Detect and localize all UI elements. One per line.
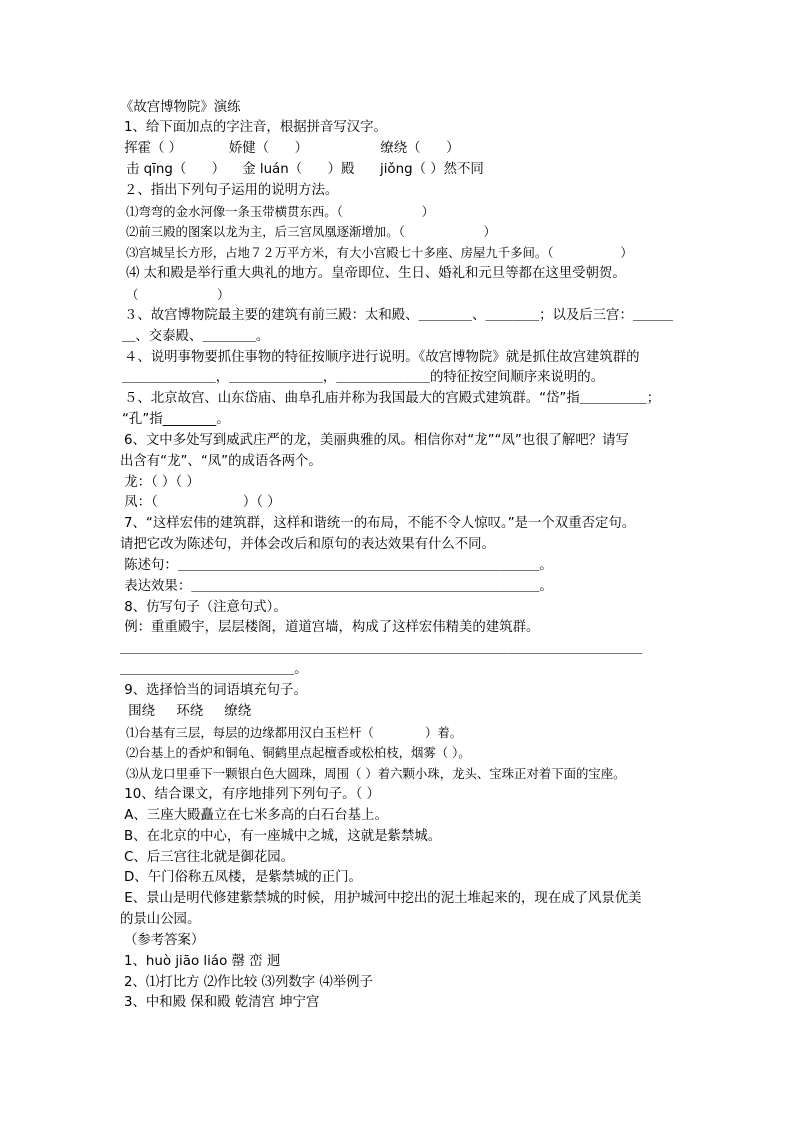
text-line: B、在北京的中心，有一座城中之城，这就是紫禁城。: [124, 829, 442, 844]
text-line: “孔”指________。: [122, 412, 230, 427]
text-line: ⑴台基有三层，每层的边缘都用汉白玉栏杆（ ）着。: [126, 725, 463, 740]
text-line: ⑷ 太和殿是举行重大典礼的地方。皇帝即位、生日、婚礼和元旦等都在这里受朝贺。: [126, 266, 626, 281]
text-line: 例：重重殿宇，层层楼阁，道道宫墙，构成了这样宏伟精美的建筑群。: [120, 620, 540, 635]
text-line: ⑶从龙口里垂下一颗银白色大圆珠，周围（ ）着六颗小珠，龙头、宝珠正对着下面的宝座。: [126, 766, 626, 781]
text-line: （ ）: [126, 287, 230, 302]
text-line: ５、北京故宫、山东岱庙、曲阜孔庙并称为我国最大的宫殿式建筑群。“岱”指＿＿＿＿＿；: [124, 391, 661, 406]
text-line: 出含有“龙”、“凤”的成语各两个。: [120, 454, 322, 469]
text-line: ＿、交泰殿、＿＿＿＿。: [122, 329, 270, 344]
text-line: A、三座大殿矗立在七米多高的白石台基上。: [120, 808, 388, 823]
text-line: 8、仿写句子（注意句式）。: [120, 600, 287, 615]
text-line: ２、指出下列句子运用的说明方法。: [124, 183, 339, 198]
text-line: 6、文中多处写到威武庄严的龙，美丽典雅的凤。相信你对“龙”“凤”也很了解吧？请写: [124, 433, 629, 448]
text-line: 表达效果：＿＿＿＿＿＿＿＿＿＿＿＿＿＿＿＿＿＿＿＿＿＿＿＿＿＿。: [120, 579, 553, 594]
text-line: 围绕 环绕 缭绕: [124, 704, 252, 719]
answer-line: 2、⑴打比方 ⑵作比较 ⑶列数字 ⑷举例子: [124, 975, 373, 990]
text-line: ⑶宫城呈长方形，占地７２万平方米，有大小宫殿七十多座、房屋九千多间。（ ）: [126, 245, 633, 260]
text-line: 凤：（ ）（ ）: [120, 495, 281, 510]
text-line: 的景山公园。: [120, 912, 201, 927]
text-line: E、景山是明代修建紫禁城的时候，用护城河中挖出的泥土堆起来的，现在成了风景优美: [120, 891, 642, 906]
text-line: 9、选择恰当的词语填充句子。: [120, 683, 307, 698]
text-line: ３、故宫博物院最主要的建筑有前三殿：太和殿、＿＿＿＿、＿＿＿＿；以及后三宫：＿＿＿: [124, 308, 674, 323]
text-line: 挥霍（ ） 娇健（ ） 缭绕（ ）: [120, 141, 460, 156]
answer-line: 1、huò jiāo liáo 罄 峦 迥: [124, 954, 281, 969]
answer-line: 3、中和殿 保和殿 乾清宫 坤宁宫: [124, 995, 320, 1010]
text-line: ＿＿＿＿＿＿＿，＿＿＿＿＿＿＿，＿＿＿＿＿＿＿的特征按空间顺序来说明的。: [122, 370, 605, 385]
text-line: ⑴弯弯的金水河像一条玉带横贯东西。（ ）: [126, 204, 434, 219]
text-line: 击 qīng（ ） 金 luán（ ）殿 jiǒng（ ）然不同: [126, 162, 484, 177]
text-line: C、后三宫往北就是御花园。: [124, 850, 295, 865]
answer-blank-line: ＿＿＿＿＿＿＿＿＿＿＿＿＿。: [120, 662, 308, 677]
text-line: 龙：（ ）（ ）: [120, 475, 200, 490]
doc-title: 《故宫博物院》演练: [120, 100, 241, 115]
text-line: D、午门俗称五凤楼，是紫禁城的正门。: [124, 870, 362, 885]
text-line: ４、说明事物要抓住事物的特征按顺序进行说明。《故宫博物院》就是抓住故宫建筑群的: [124, 350, 640, 365]
text-line: 10、结合课文，有序地排列下列句子。（ ）: [120, 787, 380, 802]
text-line: 陈述句：＿＿＿＿＿＿＿＿＿＿＿＿＿＿＿＿＿＿＿＿＿＿＿＿＿＿＿。: [120, 558, 553, 573]
text-line: 7、“这样宏伟的建筑群，这样和谐统一的布局，不能不令人惊叹。”是一个双重否定句。: [124, 516, 636, 531]
text-line: ⑵台基上的香炉和铜龟、铜鹤里点起檀香或松柏枝，烟雾（ ）。: [126, 745, 471, 760]
text-line: 请把它改为陈述句，并体会改后和原句的表达效果有什么不同。: [120, 537, 495, 552]
text-line: ⑵前三殿的图案以龙为主，后三宫凤凰逐渐增加。（ ）: [126, 224, 496, 239]
answer-blank-line: ＿＿＿＿＿＿＿＿＿＿＿＿＿＿＿＿＿＿＿＿＿＿＿＿＿＿＿＿＿＿＿＿＿＿＿＿＿＿＿: [120, 641, 643, 656]
text-line: 1、给下面加点的字注音，根据拼音写汉字。: [124, 120, 387, 135]
answers-heading: （参考答案）: [124, 933, 205, 948]
